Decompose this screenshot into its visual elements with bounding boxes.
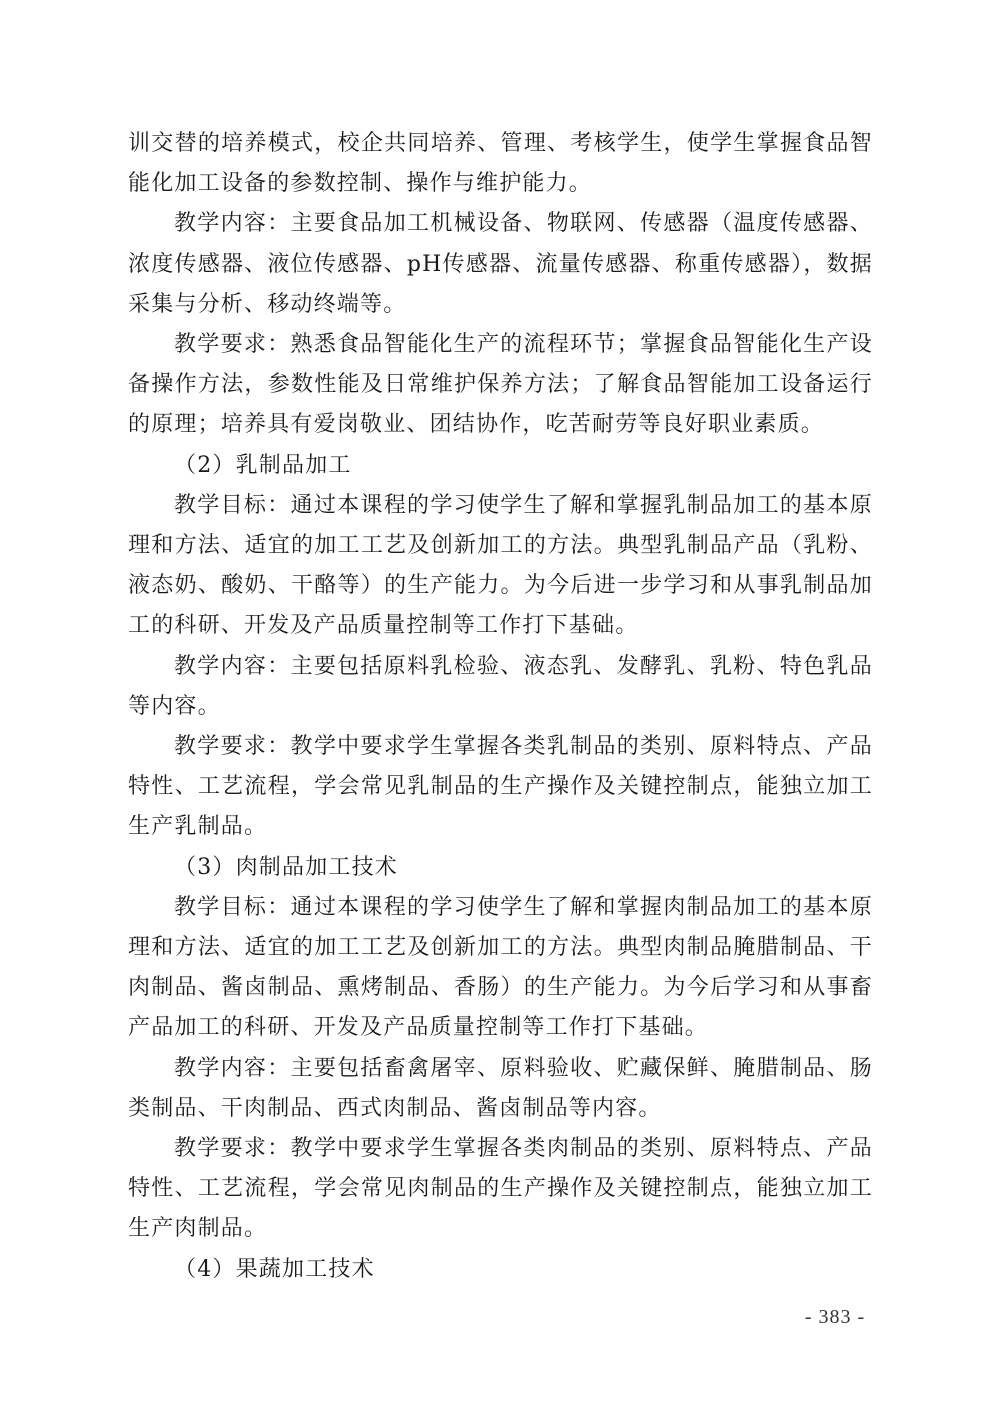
page-number: - 383 -: [804, 1306, 866, 1328]
paragraph-teaching-goal: 教学目标：通过本课程的学习使学生了解和掌握乳制品加工的基本原理和方法、适宜的加工工艺及创新加工的方法。典型乳制品产品（乳粉、液态奶、酸奶、干酪等）的生产能力。为今后进一步学习和从事乳制品加工的科研、开发及产品质量控制等工作打下基础。: [128, 492, 873, 639]
section-heading-meat: （3）肉制品加工技术: [174, 854, 398, 880]
paragraph-teaching-requirements: 教学要求：教学中要求学生掌握各类肉制品的类别、原料特点、产品特性、工艺流程，学会常见肉制品的生产操作及关键控制点，能独立加工生产肉制品。: [128, 1136, 873, 1242]
paragraph: 训交替的培养模式，校企共同培养、管理、考核学生，使学生掌握食品智能化加工设备的参数控制、操作与维护能力。: [128, 131, 873, 197]
paragraph-teaching-content: 教学内容：主要包括原料乳检验、液态乳、发酵乳、乳粉、特色乳品等内容。: [128, 653, 873, 719]
document-body: [128, 124, 873, 1290]
paragraph-teaching-content: 教学内容：主要食品加工机械设备、物联网、传感器（温度传感器、浓度传感器、液位传感器、pH传感器、流量传感器、称重传感器），数据采集与分析、移动终端等。: [128, 211, 873, 317]
paragraph-teaching-requirements: 教学要求：教学中要求学生掌握各类乳制品的类别、原料特点、产品特性、工艺流程，学会常见乳制品的生产操作及关键控制点，能独立加工生产乳制品。: [128, 734, 873, 840]
section-heading-fruit-vegetable: （4）果蔬加工技术: [174, 1256, 375, 1282]
section-heading-dairy: （2）乳制品加工: [174, 452, 352, 478]
paragraph-teaching-requirements: 教学要求：熟悉食品智能化生产的流程环节；掌握食品智能化生产设备操作方法，参数性能及日常维护保养方法；了解食品智能加工设备运行的原理；培养具有爱岗敬业、团结协作，吃苦耐劳等良好职业素质。: [128, 332, 873, 438]
paragraph-teaching-content: 教学内容：主要包括畜禽屠宰、原料验收、贮藏保鲜、腌腊制品、肠类制品、干肉制品、西式肉制品、酱卤制品等内容。: [128, 1055, 873, 1121]
paragraph-teaching-goal: 教学目标：通过本课程的学习使学生了解和掌握肉制品加工的基本原理和方法、适宜的加工工艺及创新加工的方法。典型肉制品腌腊制品、干肉制品、酱卤制品、熏烤制品、香肠）的生产能力。为今后学习和从事畜产品加工的科研、开发及产品质量控制等工作打下基础。: [128, 894, 873, 1041]
